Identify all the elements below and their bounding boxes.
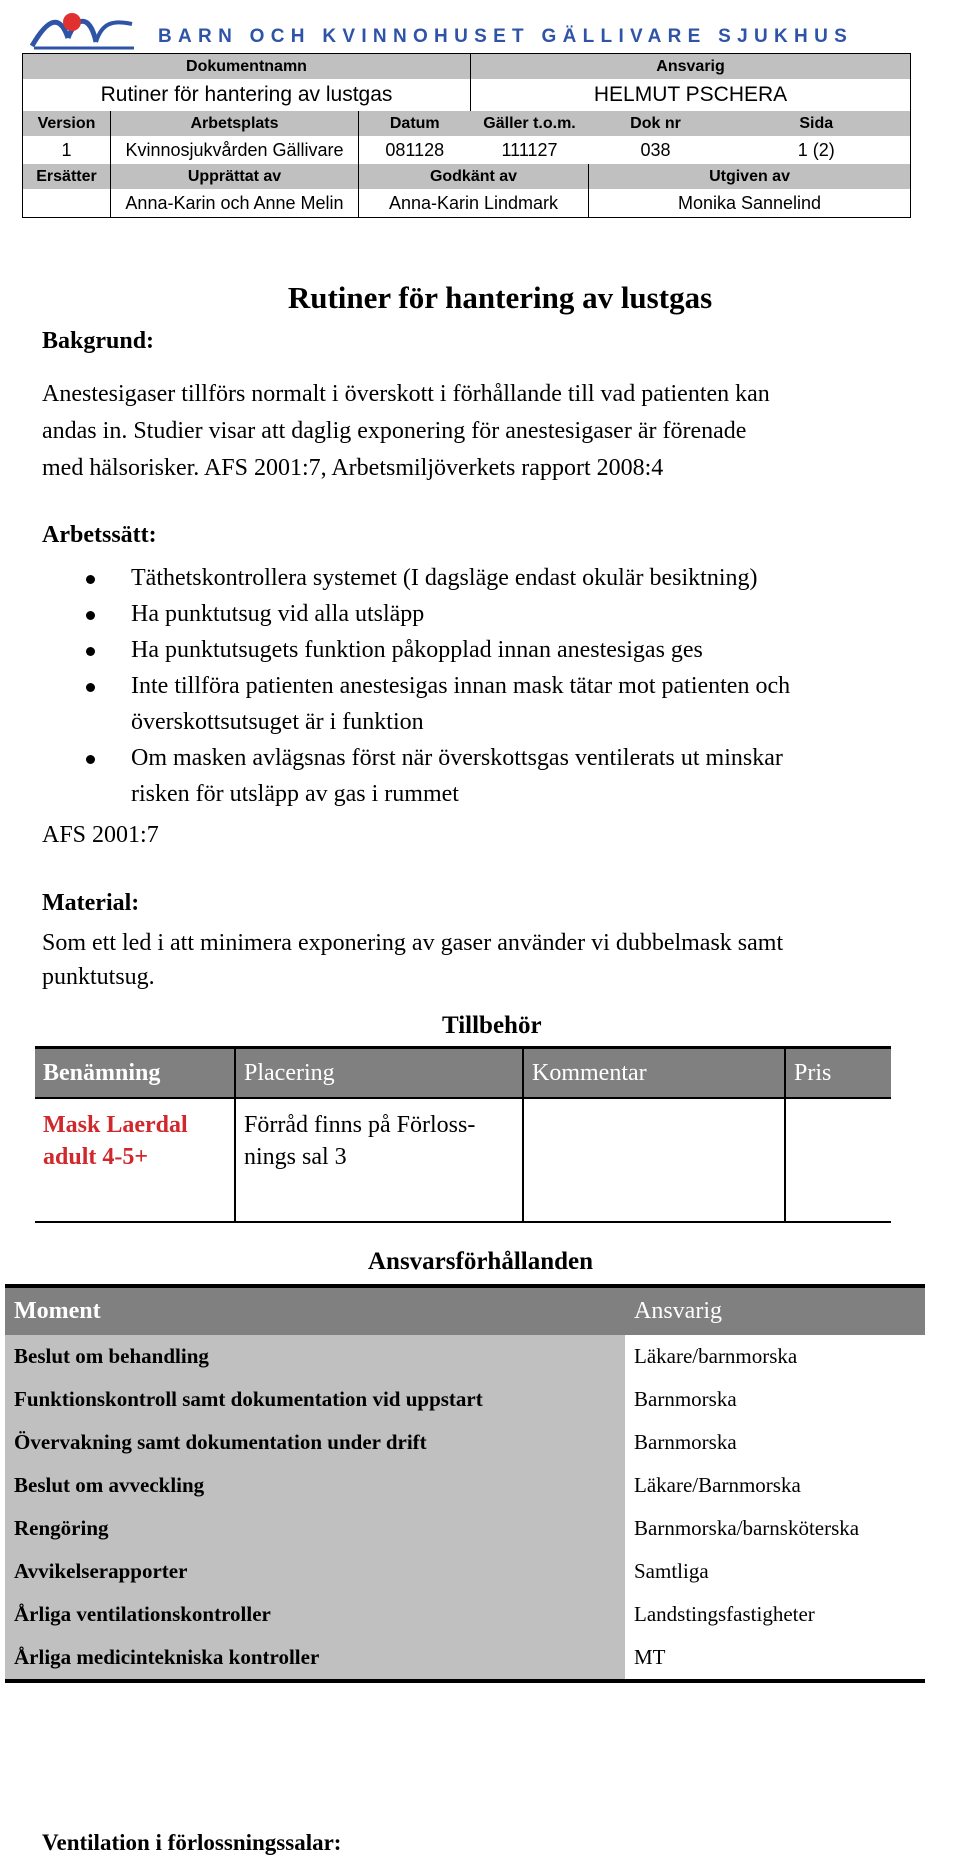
afs-reference: AFS 2001:7	[42, 822, 159, 848]
label-ersatter: Ersätter	[23, 164, 111, 189]
cell-ansvarig: Läkare/barnmorska	[625, 1335, 925, 1378]
label-sida: Sida	[723, 111, 911, 136]
list-item: Om masken avlägsnas först när överskottsgas ventilerats ut minskar risken för utsläpp av gas i rummet	[86, 740, 960, 812]
bakgrund-line: med hälsorisker. AFS 2001:7, Arbetsmiljöverkets rapport 2008:4	[42, 455, 664, 481]
cell-benamning: Mask Laerdal adult 4-5+	[35, 1098, 235, 1222]
label-ansvarig: Ansvarig	[471, 54, 911, 80]
label-arbetsplats: Arbetsplats	[111, 111, 359, 136]
column-header-moment: Moment	[5, 1286, 625, 1335]
value-sida: 1 (2)	[723, 136, 911, 164]
list-item: Ha punktutsugets funktion påkopplad innan anestesigas ges	[86, 632, 960, 668]
label-datum: Datum	[359, 111, 471, 136]
table-row	[35, 1098, 891, 1222]
bullet-icon	[86, 647, 95, 656]
bullet-icon	[86, 755, 95, 764]
table-row	[5, 1593, 925, 1636]
column-header-pris: Pris	[785, 1048, 891, 1099]
cell-moment: Avvikelserapporter	[5, 1550, 625, 1593]
bullet-icon	[86, 575, 95, 584]
value-version: 1	[23, 136, 111, 164]
cell-ansvarig: MT	[625, 1636, 925, 1681]
cell-pris	[785, 1098, 891, 1222]
list-item: Inte tillföra patienten anestesigas innan mask tätar mot patienten och överskottsutsuget är i funktion	[86, 668, 960, 740]
table-row	[5, 1636, 925, 1681]
column-header-ansvarig: Ansvarig	[625, 1286, 925, 1335]
value-arbetsplats: Kvinnosjukvården Gällivare	[111, 136, 359, 164]
table-row	[5, 1378, 925, 1421]
cell-moment: Funktionskontroll samt dokumentation vid uppstart	[5, 1378, 625, 1421]
cell-ansvarig: Barnmorska	[625, 1421, 925, 1464]
value-godkant: Anna-Karin Lindmark	[359, 189, 589, 218]
label-doknr: Dok nr	[589, 111, 723, 136]
cell-moment: Årliga medicintekniska kontroller	[5, 1636, 625, 1681]
table-row	[5, 1335, 925, 1378]
tillbehor-heading: Tillbehör	[442, 1012, 542, 1039]
cell-ansvarig: Samtliga	[625, 1550, 925, 1593]
ansvar-table	[5, 1284, 925, 1683]
label-version: Version	[23, 111, 111, 136]
cell-ansvarig: Barnmorska	[625, 1378, 925, 1421]
cell-moment: Beslut om behandling	[5, 1335, 625, 1378]
material-paragraph	[42, 926, 960, 994]
material-line: punktutsug.	[42, 964, 155, 990]
ventilation-heading: Ventilation i förlossningssalar:	[42, 1830, 342, 1855]
value-galler: 111127	[501, 139, 558, 160]
column-header-kommentar: Kommentar	[523, 1048, 785, 1099]
value-doknr: 038	[640, 139, 671, 160]
document-meta-table	[22, 53, 911, 218]
list-item: Täthetskontrollera systemet (I dagsläge endast okulär besiktning)	[86, 560, 960, 596]
cell-ansvarig: Barnmorska/barnsköterska	[625, 1507, 925, 1550]
material-heading: Material:	[42, 890, 140, 916]
value-utgiven: Monika Sannelind	[589, 189, 911, 218]
tillbehor-table	[35, 1046, 891, 1223]
label-dokumentnamn: Dokumentnamn	[23, 54, 471, 80]
bullet-icon	[86, 683, 95, 692]
value-datum: 081128	[385, 139, 445, 160]
cell-moment: Beslut om avveckling	[5, 1464, 625, 1507]
bakgrund-heading: Bakgrund:	[42, 328, 155, 354]
arbetssatt-heading: Arbetssätt:	[42, 522, 157, 548]
bullet-icon	[86, 611, 95, 620]
cell-ansvarig: Landstingsfastigheter	[625, 1593, 925, 1636]
label-upprattat: Upprättat av	[111, 164, 359, 189]
cell-moment: Årliga ventilationskontroller	[5, 1593, 625, 1636]
cell-kommentar	[523, 1098, 785, 1222]
cell-placering: Förråd finns på Förloss- nings sal 3	[235, 1098, 523, 1222]
hospital-name: BARN OCH KVINNOHUSET GÄLLIVARE SJUKHUS	[158, 26, 854, 47]
cell-moment: Övervakning samt dokumentation under drift	[5, 1421, 625, 1464]
table-row	[5, 1421, 925, 1464]
document-title: Rutiner för hantering av lustgas	[287, 280, 713, 315]
ansvar-heading: Ansvarsförhållanden	[368, 1248, 594, 1275]
column-header-benamning: Benämning	[35, 1048, 235, 1099]
table-row	[5, 1507, 925, 1550]
label-utgiven: Utgiven av	[589, 164, 911, 189]
table-row	[5, 1464, 925, 1507]
bakgrund-paragraph	[42, 376, 960, 487]
bakgrund-line: andas in. Studier visar att daglig exponering för anestesigaser är förenade	[42, 418, 747, 444]
arbetssatt-list	[86, 560, 960, 812]
label-galler: Gäller t.o.m.	[471, 111, 589, 136]
material-line: Som ett led i att minimera exponering av gaser använder vi dubbelmask samt	[42, 930, 784, 956]
column-header-placering: Placering	[235, 1048, 523, 1099]
value-ersatter	[23, 189, 111, 218]
list-item: Ha punktutsug vid alla utsläpp	[86, 596, 960, 632]
value-dokumentnamn: Rutiner för hantering av lustgas	[23, 79, 471, 111]
table-row	[5, 1550, 925, 1593]
value-upprattat: Anna-Karin och Anne Melin	[111, 189, 359, 218]
hospital-logo-icon	[30, 8, 136, 50]
label-godkant: Godkänt av	[359, 164, 589, 189]
bakgrund-line: Anestesigaser tillförs normalt i överskott i förhållande till vad patienten kan	[42, 381, 770, 407]
cell-moment: Rengöring	[5, 1507, 625, 1550]
cell-ansvarig: Läkare/Barnmorska	[625, 1464, 925, 1507]
value-ansvarig: HELMUT PSCHERA	[471, 79, 911, 111]
